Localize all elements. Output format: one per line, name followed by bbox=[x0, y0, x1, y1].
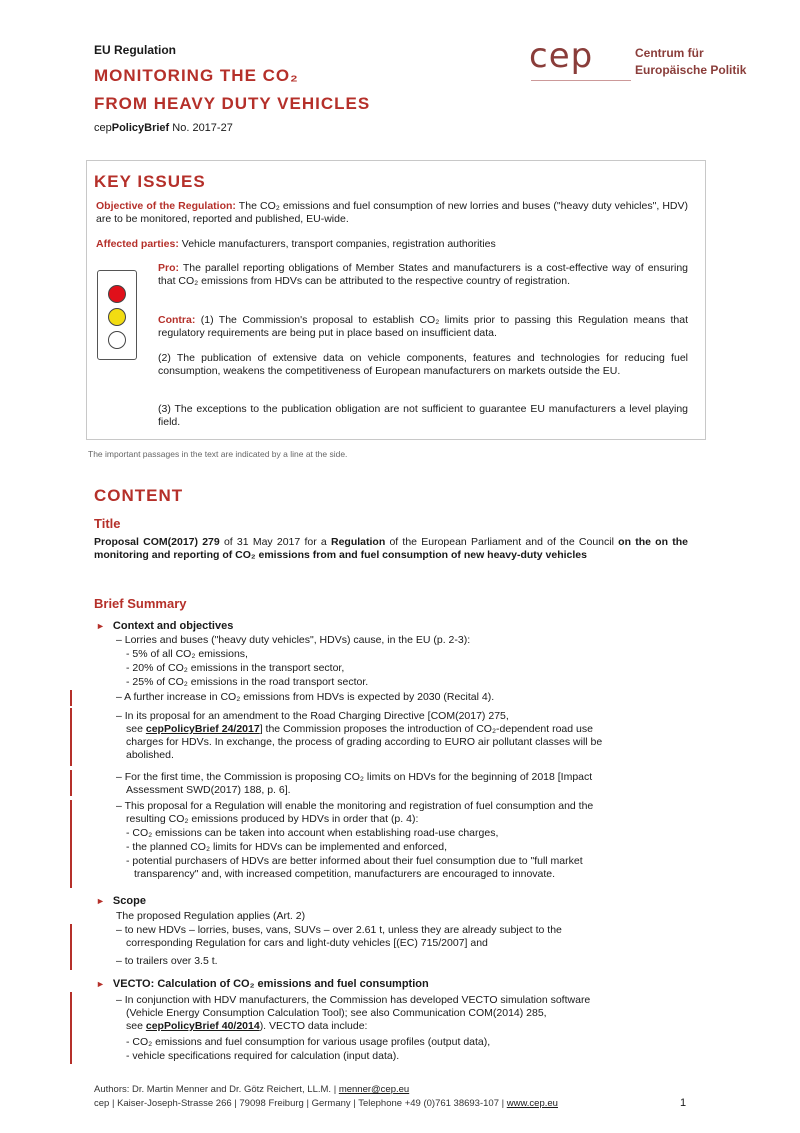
policy-brief-link[interactable]: cepPolicyBrief 40/2014 bbox=[145, 1020, 260, 1032]
policy-brief-number: cepPolicyBrief No. 2017-27 bbox=[94, 122, 233, 134]
side-marker-line bbox=[70, 708, 72, 766]
brief-summary-heading: Brief Summary bbox=[94, 596, 187, 611]
proposal-title: Proposal COM(2017) 279 of 31 May 2017 for a Regulation of the European Parliament and of the Council on the on the monitoring and reporting of CO₂ emissions from and fuel consumption of new heavy-duty vehicles bbox=[94, 536, 688, 561]
objective-paragraph: Objective of the Regulation: The CO₂ emissions and fuel consumption of new lorries and buses ("heavy duty vehicles", HDV) are to be monitored, reported and published, EU-wide. bbox=[96, 200, 688, 225]
contra-3-paragraph: (3) The exceptions to the publication obligation are not sufficient to guarantee EU manufacturers a level playing field. bbox=[158, 403, 688, 428]
pro-paragraph: Pro: The parallel reporting obligations of Member States and manufacturers is a cost-effective way of ensuring that CO₂ emissions from HDVs can be attributed to the respective country of registration. bbox=[158, 262, 688, 287]
content-heading: CONTENT bbox=[94, 486, 184, 505]
traffic-light-icon bbox=[97, 270, 137, 360]
footer-address: cep | Kaiser-Joseph-Strasse 266 | 79098 Freiburg | Germany | Telephone +49 (0)761 38693-107 | www.cep.eu bbox=[94, 1098, 558, 1109]
context-subline: - 5% of all CO₂ emissions, bbox=[126, 648, 248, 660]
context-line: resulting CO₂ emissions produced by HDVs in order that (p. 4): bbox=[126, 813, 419, 825]
footer-authors: Authors: Dr. Martin Menner and Dr. Götz Reichert, LL.M. | menner@cep.eu bbox=[94, 1084, 410, 1095]
context-subline: - 20% of CO₂ emissions in the transport sector, bbox=[126, 662, 345, 674]
document-title-line1: MONITORING THE CO₂ bbox=[94, 66, 299, 85]
vecto-subline: - CO₂ emissions and fuel consumption for various usage profiles (output data), bbox=[126, 1036, 491, 1048]
vecto-line: – In conjunction with HDV manufacturers, the Commission has developed VECTO simulation software bbox=[116, 994, 591, 1006]
title-subheading: Title bbox=[94, 516, 121, 531]
cep-logo bbox=[525, 36, 755, 86]
logo-mark: cep bbox=[529, 36, 594, 76]
affected-parties-paragraph: Affected parties: Vehicle manufacturers, transport companies, registration authorities bbox=[96, 238, 496, 250]
vecto-heading: ► VECTO: Calculation of CO₂ emissions and fuel consumption bbox=[96, 978, 429, 990]
context-line: – For the first time, the Commission is proposing CO₂ limits on HDVs for the beginning of 2018 [Impact bbox=[116, 771, 593, 783]
logo-divider bbox=[531, 80, 631, 81]
document-category: EU Regulation bbox=[94, 43, 177, 57]
vecto-line: (Vehicle Energy Consumption Calculation Tool); see also Communication COM(2014) 285, bbox=[126, 1007, 547, 1019]
context-subline: - potential purchasers of HDVs are better informed about their fuel consumption due to "full market bbox=[126, 855, 583, 867]
bullet-triangle-icon: ► bbox=[96, 979, 105, 989]
context-line: – In its proposal for an amendment to the Road Charging Directive [COM(2017) 275, bbox=[116, 710, 509, 722]
contra-2-paragraph: (2) The publication of extensive data on vehicle components, features and technologies for reducing fuel consumption, weakens the competitiveness of European manufacturers on markets outside the EU. bbox=[158, 352, 688, 377]
context-subline: - CO₂ emissions can be taken into account when establishing road-use charges, bbox=[126, 827, 499, 839]
scope-line: – to trailers over 3.5 t. bbox=[116, 955, 218, 967]
context-line: – A further increase in CO₂ emissions from HDVs is expected by 2030 (Recital 4). bbox=[116, 691, 495, 703]
side-marker-line bbox=[70, 690, 72, 706]
policy-brief-link[interactable]: cepPolicyBrief 24/2017 bbox=[145, 723, 260, 735]
context-line: Assessment SWD(2017) 188, p. 6]. bbox=[126, 784, 291, 796]
context-line: – This proposal for a Regulation will enable the monitoring and registration of fuel consumption and the bbox=[116, 800, 594, 812]
scope-line: corresponding Regulation for cars and light-duty vehicles [(EC) 715/2007] and bbox=[126, 937, 488, 949]
red-lamp bbox=[108, 285, 126, 303]
context-heading: ► Context and objectives bbox=[96, 620, 234, 632]
side-marker-line bbox=[70, 770, 72, 796]
context-line: charges for HDVs. In exchange, the process of grading according to EURO air pollutant classes will be bbox=[126, 736, 603, 748]
scope-heading: ► Scope bbox=[96, 895, 146, 907]
white-lamp bbox=[108, 331, 126, 349]
author-email-link[interactable]: menner@cep.eu bbox=[338, 1084, 410, 1095]
context-subline: - the planned CO₂ limits for HDVs can be implemented and enforced, bbox=[126, 841, 447, 853]
context-line: – Lorries and buses ("heavy duty vehicles", HDVs) cause, in the EU (p. 2-3): bbox=[116, 634, 471, 646]
context-subline: transparency" and, with increased competition, manufacturers are encouraged to innovate. bbox=[134, 868, 556, 880]
context-line: see cepPolicyBrief 24/2017] the Commission proposes the introduction of CO₂-dependent road use bbox=[126, 723, 593, 735]
side-marker-line bbox=[70, 992, 72, 1064]
key-issues-title: KEY ISSUES bbox=[94, 172, 206, 191]
vecto-line: see cepPolicyBrief 40/2014). VECTO data include: bbox=[126, 1020, 368, 1032]
side-marker-line bbox=[70, 800, 72, 888]
scope-line: – to new HDVs – lorries, buses, vans, SUVs – over 2.61 t, unless they are already subject to the bbox=[116, 924, 562, 936]
scope-line: The proposed Regulation applies (Art. 2) bbox=[116, 910, 306, 922]
context-line: abolished. bbox=[126, 749, 174, 761]
side-marker-line bbox=[70, 924, 72, 970]
website-link[interactable]: www.cep.eu bbox=[506, 1098, 558, 1109]
context-subline: - 25% of CO₂ emissions in the road transport sector. bbox=[126, 676, 369, 688]
page-number: 1 bbox=[680, 1097, 687, 1109]
yellow-lamp bbox=[108, 308, 126, 326]
logo-name: Centrum für Europäische Politik bbox=[635, 46, 747, 77]
document-title-line2: FROM HEAVY DUTY VEHICLES bbox=[94, 94, 371, 113]
vecto-subline: - vehicle specifications required for calculation (input data). bbox=[126, 1050, 400, 1062]
bullet-triangle-icon: ► bbox=[96, 621, 105, 631]
side-line-note: The important passages in the text are indicated by a line at the side. bbox=[88, 449, 348, 459]
contra-1-paragraph: Contra: (1) The Commission's proposal to establish CO₂ limits prior to passing this Regulation means that regulatory requirements are being put in place based on insufficient data. bbox=[158, 314, 688, 339]
bullet-triangle-icon: ► bbox=[96, 896, 105, 906]
